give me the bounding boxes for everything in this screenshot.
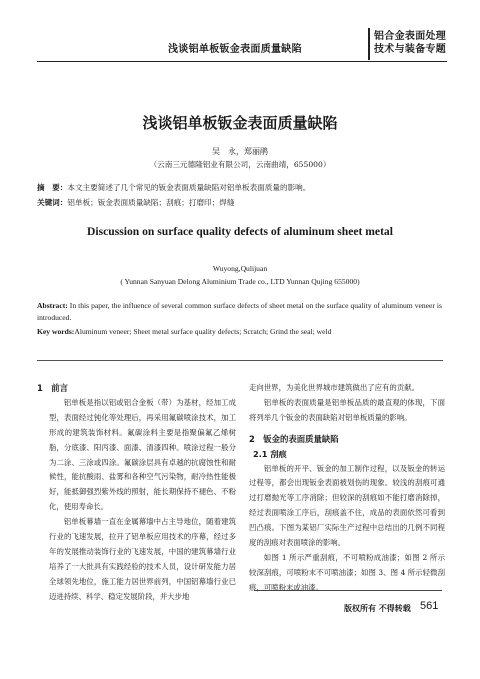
- abstract-english: [37, 300, 442, 324]
- page-number: 561: [420, 600, 439, 612]
- paragraph-3: 走向世界，为美化世界城市建筑做出了应有的贡献。: [249, 383, 419, 392]
- section-1-heading: 1 前言: [37, 383, 68, 393]
- keywords-chinese: [37, 197, 234, 208]
- affiliation-english: ( Yunnan Sanyuan Delong Aluminium Trade co., LTD Yunnan Qujing 655000): [120, 277, 360, 286]
- title-english: Discussion on surface quality defects of aluminum sheet metal: [87, 225, 393, 238]
- header-rule: [37, 61, 447, 62]
- paragraph-4: 铝单板的表面质量是铝单板品质的最直观的体现，下面将列举几个钣金的表面缺陷对铝单板质量的影响。: [249, 397, 445, 422]
- paragraph-1: 铝单板是指以铝或铝合金板（带）为基材，经加工成型，表面经过钝化等处理后，再采用氟碳喷涂技术，加工形成的建筑装饰材料。氟碳涂料主要是指聚偏氟乙烯树脂，分底漆、阳丙漆、面漆、清漆四种。喷涂过程一般分为二涂、三涂或四涂。氟碳涂层具有卓越的抗腐蚀性和耐候性，能抗酸雨、盐雾和各种空气污染物，耐冷热性能极好，能抵御强烈紫外线的照射，能长期保持不褪色、不粉化，使用寿命长。: [49, 397, 236, 512]
- abstract-en-text: In this paper, the influence of several common surface defects of sheet metal on the surface quality of aluminum veneer is introduced.: [37, 301, 442, 322]
- keywords-label: 关键词：: [37, 198, 68, 207]
- section-2-heading: 2 钣金的表面质量缺陷: [249, 433, 339, 444]
- journal-section: [374, 30, 446, 56]
- affiliation-chinese: （云南三元德隆铝业有限公司，云南曲靖，655000）: [149, 160, 331, 169]
- journal-line-2: 技术与装备专题: [374, 44, 447, 55]
- paragraph-6: 如图 1 所示严重刮痕，不可喷粉成油漆；如图 2 所示较深刮痕，可喷粉末不可喷油漆；如图 3、图 4 所示轻微刮痕，可喷粉末或油漆。: [249, 552, 445, 592]
- keywords-english: [37, 327, 331, 336]
- footer-rule: [254, 590, 442, 591]
- abstract-text: 本文主要简述了几个常见的钣金表面质量缺陷对铝单板表面质量的影响。: [67, 183, 311, 192]
- abstract-label: 摘 要：: [37, 183, 68, 192]
- header-divider: [368, 28, 370, 60]
- body-column-right: [249, 381, 445, 596]
- journal-line-1: 铝合金表面处理: [374, 31, 447, 42]
- body-column-left: [37, 381, 236, 605]
- authors-english: Wuyong,Qulijuan: [212, 264, 268, 273]
- title-chinese: 浅谈铝单板钣金表面质量缺陷: [142, 114, 338, 132]
- keywords-text: 铝单板；钣金表面质量缺陷；刮痕；打磨印；焊缝: [67, 198, 235, 207]
- section-divider: [37, 360, 443, 361]
- subsection-2-1-heading: 2.1 刮痕: [253, 448, 287, 459]
- abstract-en-label: Abstract:: [37, 301, 68, 310]
- paragraph-5: 铝单板的开平、钣金的加工制作过程，以及钣金的转运过程等，都会出现钣金表面被划伤的现象。较浅的刮痕可通过打磨抛光等工序消除；但较深的刮痕如不能打磨消除掉，经过表面喷涂工序后，刮痕盖不住，成品的表面依然可看到凹凸痕。下图为某铝厂实际生产过程中总结出的几例不同程度的刮痕对表面喷涂的影响。: [249, 463, 445, 548]
- copyright-notice: 版权所有 不得转载: [344, 603, 411, 613]
- running-title: 浅谈铝单板钣金表面质量缺陷: [168, 44, 302, 55]
- keywords-en-text: Aluminum veneer; Sheet metal surface quality defects; Scratch; Grind the seal; weld: [74, 327, 332, 336]
- abstract-chinese: [37, 182, 310, 193]
- keywords-en-label: Key words:: [37, 327, 75, 336]
- paragraph-2: 铝单板幕墙一直在金属幕墙中占主导地位，随着建筑行业的飞速发展，拉开了铝单板应用技术的序幕，经过多年的发展推动装饰行业的飞速发展，中国的建筑幕墙行业培养了一大批具有实践经验的技术人员，设计研发能力居全球领先地位，施工能力居世界前列，中国铝幕墙行业已迈进持续、科学、稳定发展阶段，并大步地: [49, 517, 236, 601]
- authors-chinese: 吴 永，郑丽鹃: [212, 147, 268, 156]
